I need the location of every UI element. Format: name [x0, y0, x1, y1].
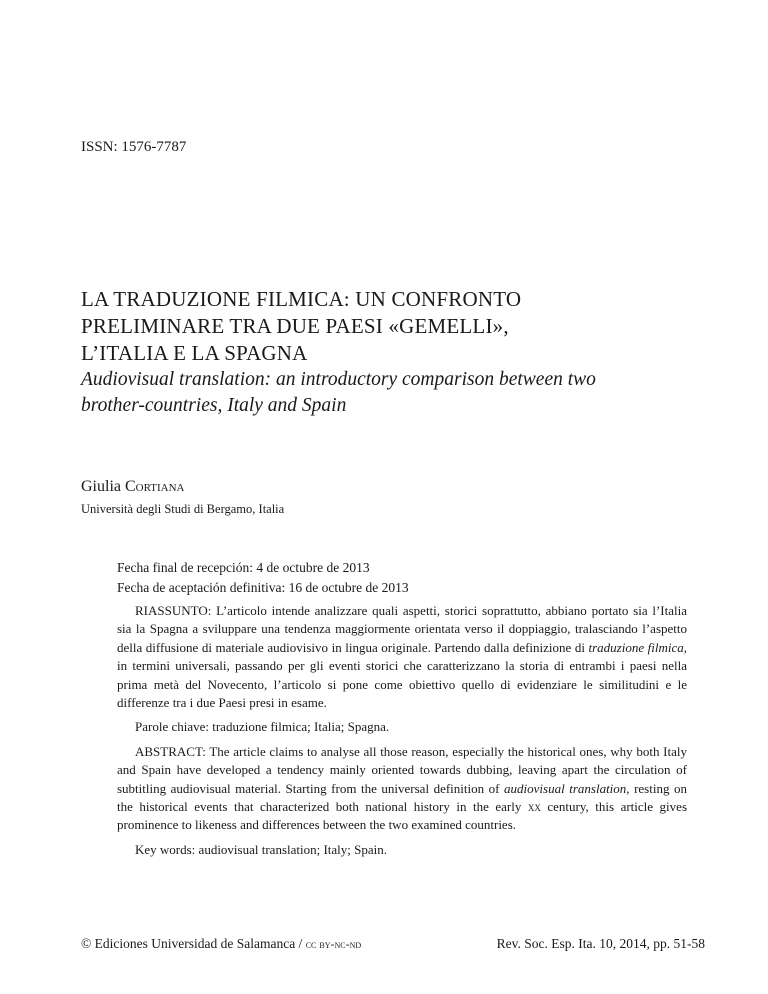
issn: ISSN: 1576-7787	[81, 139, 187, 155]
footer-citation: Rev. Soc. Esp. Ita. 10, 2014, pp. 51-58	[496, 936, 705, 951]
title-line-2: PRELIMINARE TRA DUE PAESI «GEMELLI»,	[81, 314, 509, 338]
riassunto-text-2: , in termini universali, passando per gli eventi storici che caratterizzano la storia di entrambi i paesi nella prima metà del Novecento, l’articolo si pone come obiettivo quello di evidenziare le similitudini e le differenze tra i due Paesi presi in esame.	[117, 639, 687, 711]
page-footer	[81, 936, 705, 952]
author-affiliation: Università degli Studi di Bergamo, Italia	[81, 502, 285, 516]
footer-copyright	[81, 936, 361, 952]
abstract-text-1: The article claims to analyse all those reason, especially the historical ones, why both Italy and Spain have developed a tendency mainly oriented towards dubbing, leaving apart the circulation of subtitling audiovisual material. Starting from the universal definition of	[117, 743, 687, 796]
article-title-block	[81, 286, 701, 419]
abstract-century: xx	[527, 799, 541, 815]
abstract-paragraph	[117, 743, 687, 835]
abstract-text-3: century, this article gives prominence to likeness and differences between the two examined countries.	[117, 799, 688, 833]
key-words: Key words: audiovisual translation; Italy; Spain.	[135, 841, 388, 857]
riassunto-label: RIASSUNTO:	[135, 603, 212, 618]
abstract-italic-term: audiovisual translation	[504, 780, 627, 796]
footer-publisher: © Ediciones Universidad de Salamanca /	[81, 936, 306, 951]
english-title-line-1: Audiovisual translation: an introductory comparison between two	[81, 369, 596, 390]
riassunto-paragraph	[117, 602, 687, 712]
date-accepted: Fecha de aceptación definitiva: 16 de octubre de 2013	[117, 580, 409, 595]
title-line-3: L’ITALIA E LA SPAGNA	[81, 341, 308, 365]
footer-license: cc by-nc-nd	[305, 937, 362, 951]
riassunto-italic-term: traduzione filmica	[588, 639, 684, 655]
author-first-name: Giulia	[81, 478, 121, 495]
riassunto-text-1: L’articolo intende analizzare quali aspetti, storici soprattutto, abbiano portato sia l’Italia sia la Spagna a sviluppare una tendenza maggiormente orientata verso il doppiaggio, tralasciando l’aspetto della diffusione di materiale audiovisivo in lingua originale. Partendo dalla definizione di	[117, 603, 687, 655]
english-title-line-2: brother-countries, Italy and Spain	[81, 395, 347, 416]
abstract-block	[117, 602, 687, 859]
abstract-label: ABSTRACT:	[135, 743, 206, 759]
parole-chiave: Parole chiave: traduzione filmica; Italia; Spagna.	[135, 719, 390, 735]
dates-block	[117, 558, 409, 598]
title-line-1: LA TRADUZIONE FILMICA: UN CONFRONTO	[81, 287, 522, 311]
date-received: Fecha final de recepción: 4 de octubre de 2013	[117, 560, 370, 575]
author-name	[81, 478, 185, 496]
author-last-name: Cortiana	[125, 478, 185, 495]
abstract-text-2: , resting on the historical events that characterized both national history in the early	[117, 780, 687, 815]
